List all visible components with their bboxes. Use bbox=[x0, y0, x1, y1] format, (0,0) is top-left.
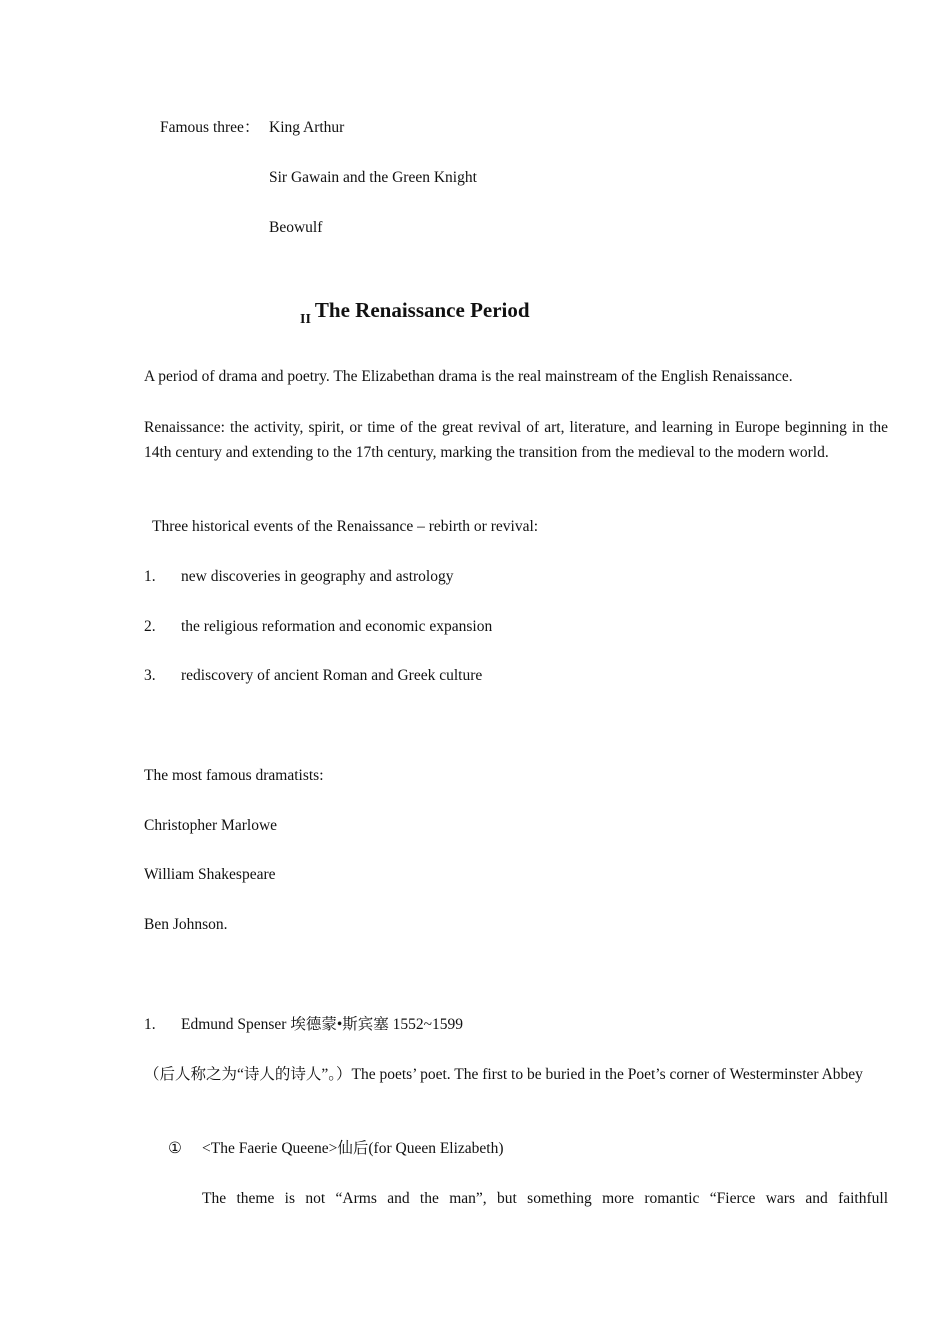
section-title: The Renaissance Period bbox=[314, 298, 530, 322]
famous-three-item-2: Sir Gawain and the Green Knight bbox=[269, 169, 477, 186]
work-title: <The Faerie Queene>仙后(for Queen Elizabeth) bbox=[202, 1140, 504, 1157]
theme-line: The theme is not “Arms and the man”, but something more romantic “Fierce wars and faithfull bbox=[202, 1190, 888, 1207]
famous-three-item-1: King Arthur bbox=[269, 119, 345, 136]
event-text-2: the religious reformation and economic expansion bbox=[181, 618, 493, 635]
spenser-number: 1. bbox=[144, 1016, 156, 1033]
event-text-3: rediscovery of ancient Roman and Greek culture bbox=[181, 667, 483, 684]
intro-paragraph: A period of drama and poetry. The Elizabethan drama is the real mainstream of the English Renaissance. bbox=[144, 368, 793, 385]
section-heading bbox=[300, 296, 530, 328]
events-heading: Three historical events of the Renaissance – rebirth or revival: bbox=[152, 518, 539, 535]
section-numeral: II bbox=[300, 312, 311, 327]
event-number-1: 1. bbox=[144, 568, 156, 585]
famous-three-label: Famous three： bbox=[160, 119, 260, 136]
event-number-2: 2. bbox=[144, 618, 156, 635]
dramatist-name-3: Ben Johnson. bbox=[144, 916, 228, 933]
event-number-3: 3. bbox=[144, 667, 156, 684]
famous-three-item-3: Beowulf bbox=[269, 219, 323, 236]
dramatist-name-2: William Shakespeare bbox=[144, 866, 276, 883]
spenser-title: Edmund Spenser 埃德蒙•斯宾塞 1552~1599 bbox=[181, 1016, 464, 1033]
event-text-1: new discoveries in geography and astrology bbox=[181, 568, 454, 585]
work-marker: ① bbox=[168, 1140, 182, 1157]
definition-paragraph: Renaissance: the activity, spirit, or time of the great revival of art, literature, and learning in Europe beginning in the 14th century and extending to the 17th century, marking the transition from the medieval to the modern world. bbox=[144, 419, 888, 461]
dramatists-heading: The most famous dramatists: bbox=[144, 767, 324, 784]
dramatist-name-1: Christopher Marlowe bbox=[144, 817, 278, 834]
spenser-description: （后人称之为“诗人的诗人”。）The poets’ poet. The first to be buried in the Poet’s corner of Westerminster Abbey bbox=[144, 1066, 863, 1083]
